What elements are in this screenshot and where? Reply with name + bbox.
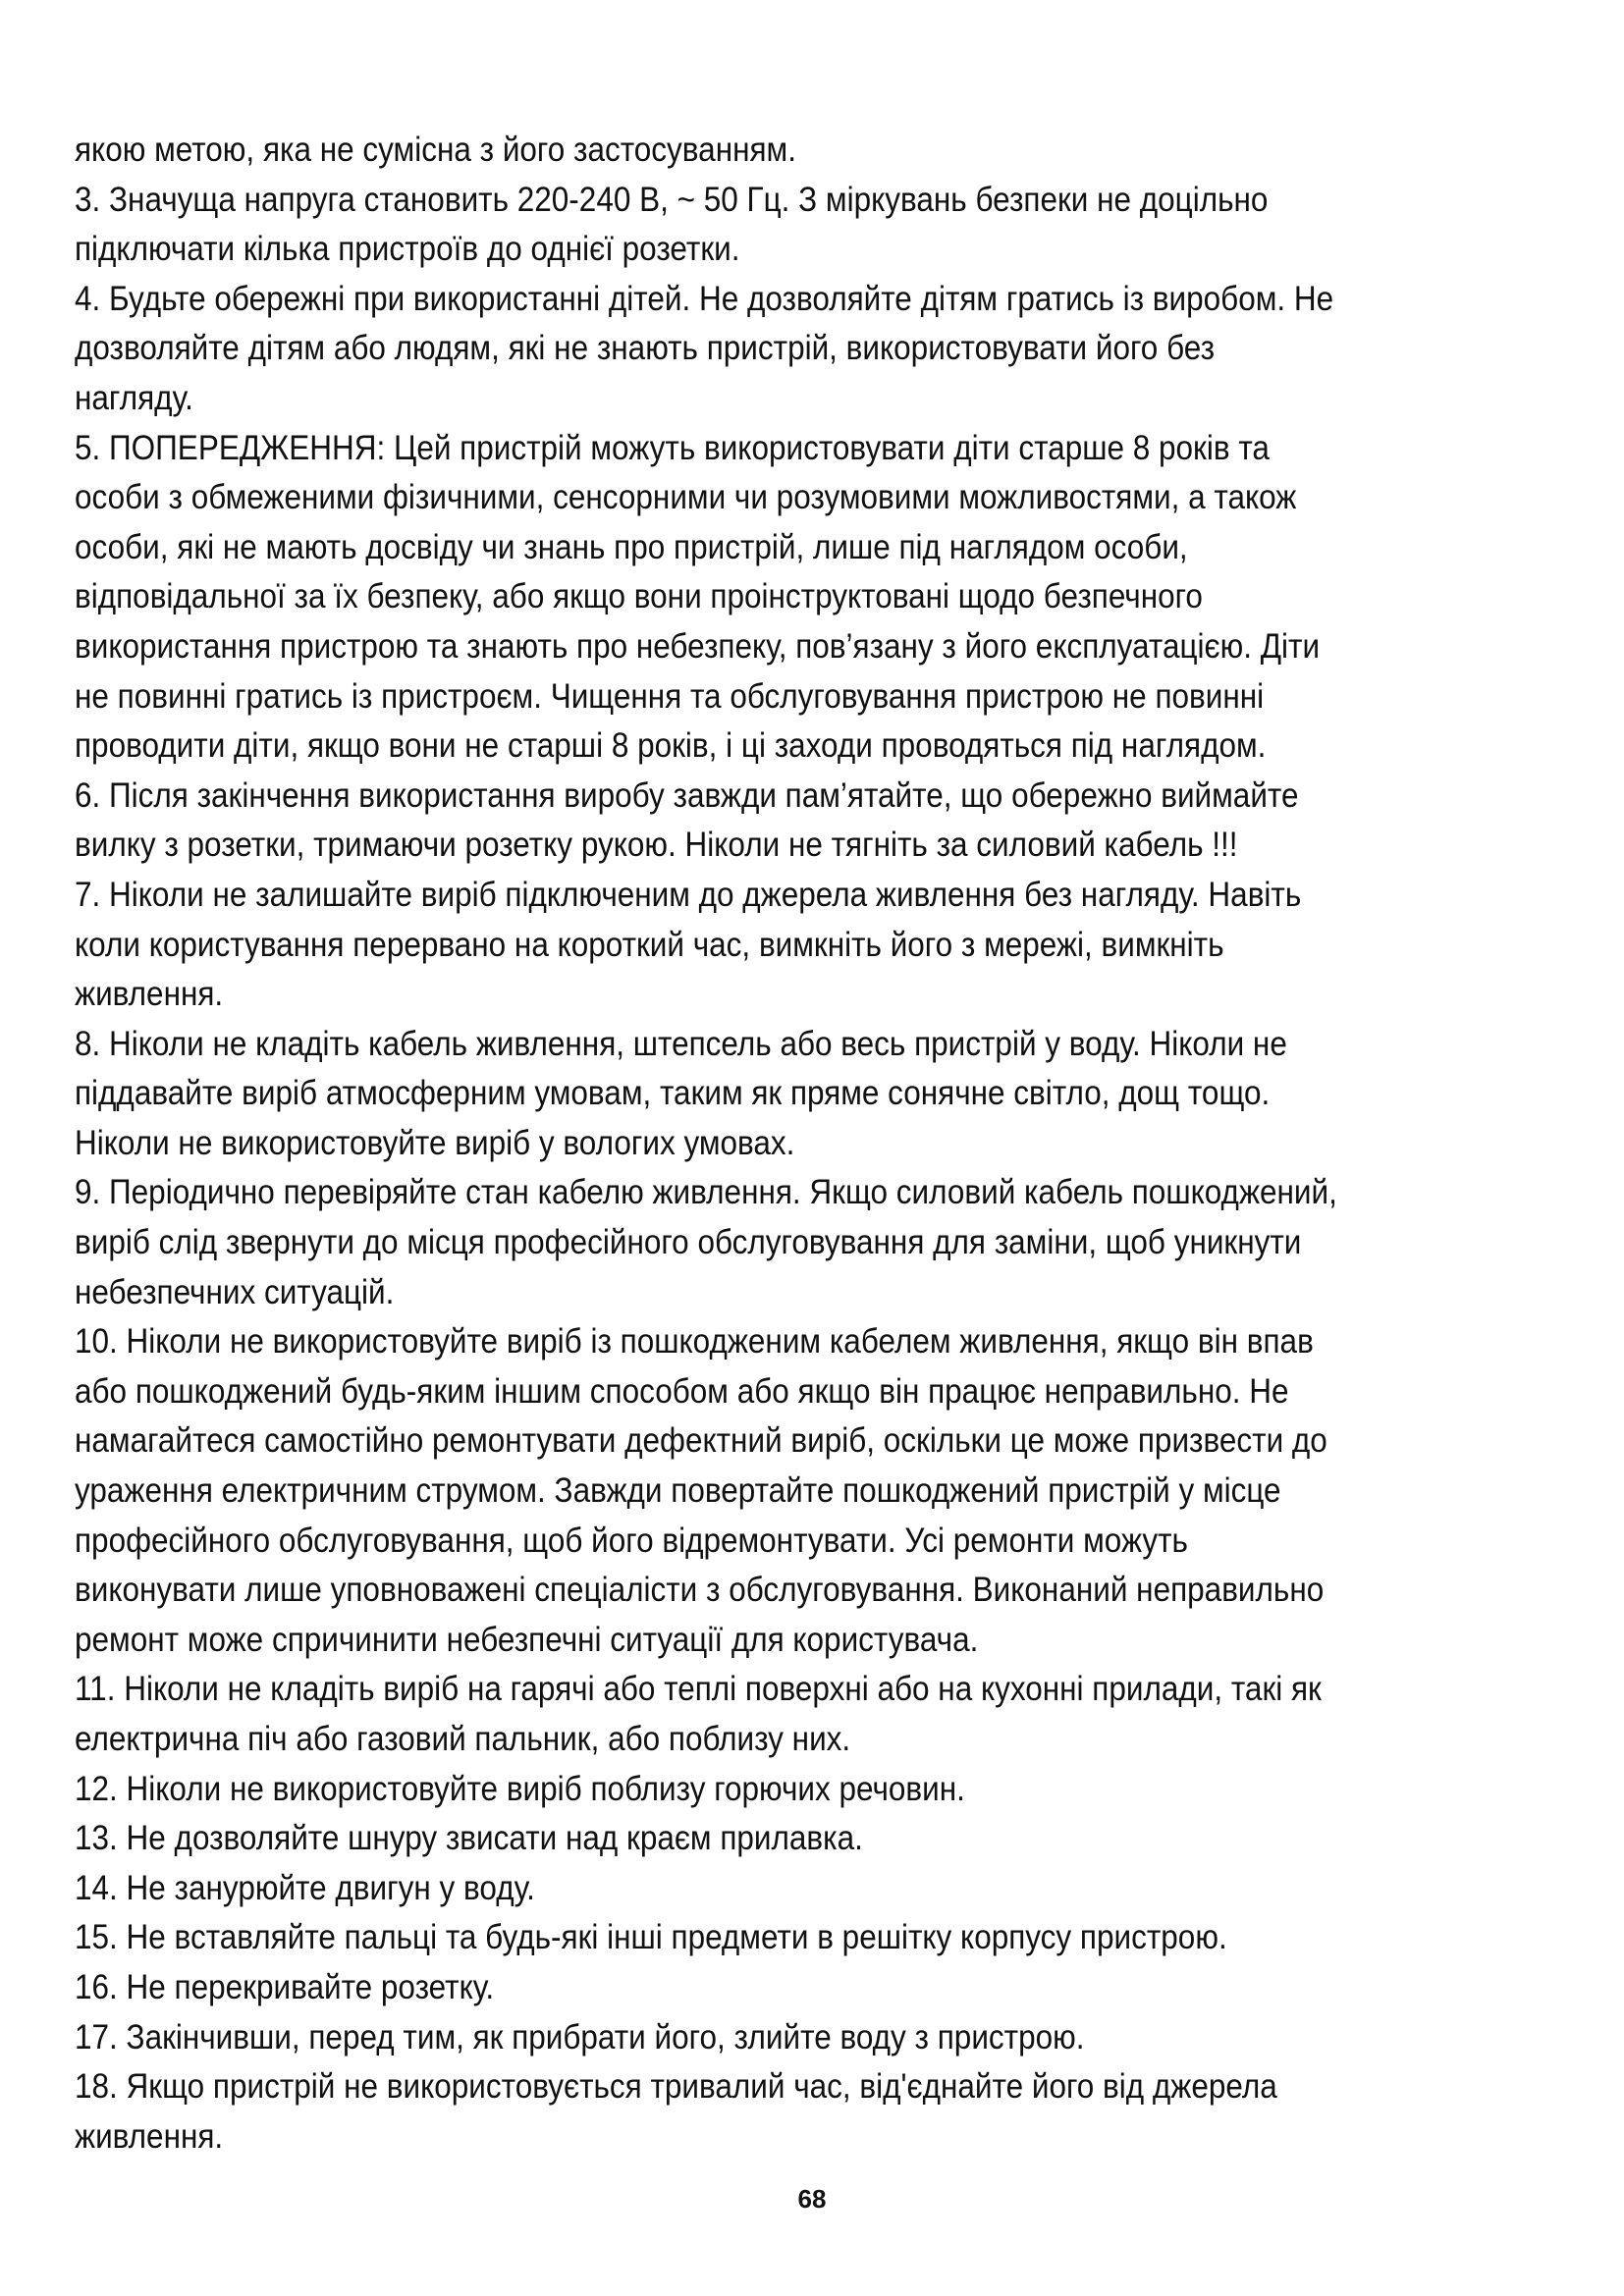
paragraph-continuation: якою метою, яка не сумісна з його застосуванням.: [75, 131, 796, 169]
page-number: 68: [797, 2184, 827, 2214]
paragraph-item-11: 11. Ніколи не кладіть виріб на гарячі або теплі поверхні або на кухонні прилади, такі як електрична піч або газовий пальник, або поблизу них.: [75, 1670, 1322, 1758]
paragraph-item-14: 14. Не занурюйте двигун у воду.: [75, 1868, 535, 1907]
paragraph-item-8: 8. Ніколи не кладіть кабель живлення, штепсель або весь пристрій у воду. Ніколи не піддавайте виріб атмосферним умовам, таким як пряме сонячне світло, дощ тощо. Ніколи не використовуйте виріб у вологих умовах.: [75, 1024, 1287, 1162]
paragraph-item-10: 10. Ніколи не використовуйте виріб із пошкодженим кабелем живлення, якщо він впав або пошкоджений будь-яким іншим способом або якщо він працює неправильно. Не намагайтеся самостійно ремонтувати дефектний виріб, оскільки це може призвести до ураження електричним струмом. Завжди повертайте пошкоджений пристрій у місце професійного обслуговування, щоб його відремонтувати. Усі ремонти можуть виконувати лише уповноважені спеціалісти з обслуговування. Виконаний неправильно ремонт може спричинити небезпечні ситуації для користувача.: [75, 1322, 1327, 1659]
paragraph-item-13: 13. Не дозволяйте шнуру звисати над краєм прилавка.: [75, 1819, 863, 1858]
paragraph-item-7: 7. Ніколи не залишайте виріб підключеним до джерела живлення без нагляду. Навіть коли користування перервано на короткий час, вимкніть його з мережі, вимкніть живлення.: [75, 875, 1302, 1014]
paragraph-item-9: 9. Періодично перевіряйте стан кабелю живлення. Якщо силовий кабель пошкоджений, виріб слід звернути до місця професійного обслуговування для заміни, щоб уникнути небезпечних ситуацій.: [75, 1173, 1337, 1311]
paragraph-item-5-warning: 5. ПОПЕРЕДЖЕННЯ: Цей пристрій можуть використовувати діти старше 8 років та особи з обмеженими фізичними, сенсорними чи розумовими можливостями, а також особи, які не мають досвіду чи знань про пристрій, лише під наглядом особи, відповідальної за їх безпеку, або якщо вони проінструктовані щодо безпечного використання пристрою та знають про небезпеку, пов’язану з його експлуатацією. Діти не повинні гратись із пристроєм. Чищення та обслуговування пристрою не повинні проводити діти, якщо вони не старші 8 років, і ці заходи проводяться під наглядом.: [75, 428, 1321, 766]
paragraph-item-4: 4. Будьте обережні при використанні дітей. Не дозволяйте дітям гратись із виробом. Не дозволяйте дітям або людям, які не знають пристрій, використовувати його без нагляду.: [75, 279, 1334, 417]
paragraph-item-16: 16. Не перекривайте розетку.: [75, 1967, 495, 2006]
document-body: [75, 126, 1559, 2162]
paragraph-item-18: 18. Якщо пристрій не використовується тривалий час, від'єднайте його від джерела живлення.: [75, 2067, 1277, 2156]
paragraph-item-3: 3. Значуща напруга становить 220-240 В, ~ 50 Гц. З міркувань безпеки не доцільно підключати кілька пристроїв до однієї розетки.: [75, 180, 1269, 269]
paragraph-item-15: 15. Не вставляйте пальці та будь-які інші предмети в решітку корпусу пристрою.: [75, 1918, 1227, 1957]
paragraph-item-12: 12. Ніколи не використовуйте виріб поблизу горючих речовин.: [75, 1769, 965, 1808]
paragraph-item-6: 6. Після закінчення використання виробу завжди пам’ятайте, що обережно виймайте вилку з розетки, тримаючи розетку рукою. Ніколи не тягніть за силовий кабель !!!: [75, 775, 1299, 865]
paragraph-item-17: 17. Закінчивши, перед тим, як прибрати його, злийте воду з пристрою.: [75, 2017, 1085, 2056]
